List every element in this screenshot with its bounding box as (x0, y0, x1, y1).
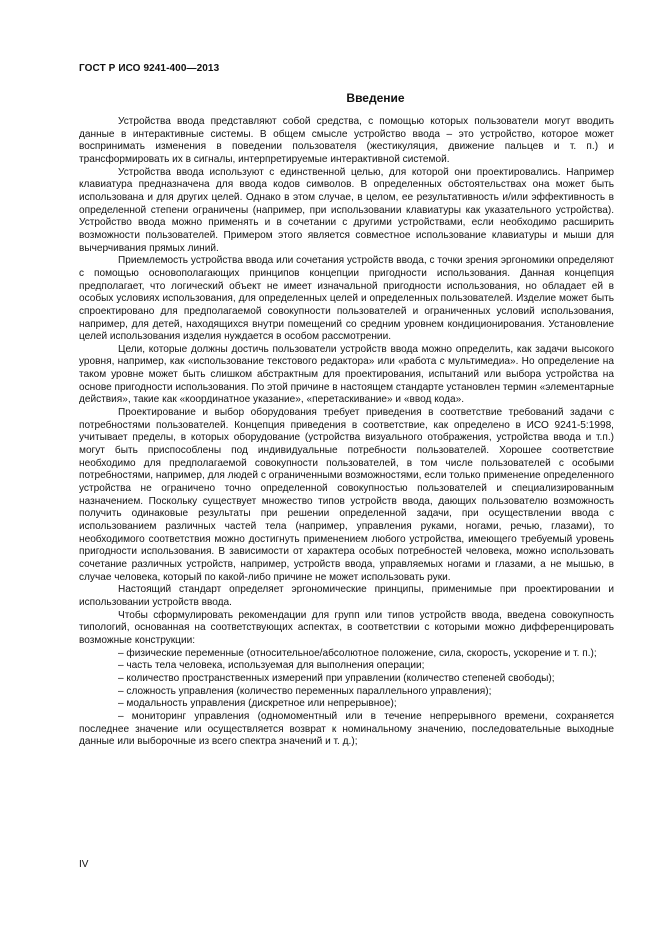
paragraph: Чтобы сформулировать рекомендации для групп или типов устройств ввода, введена совокупность типологий, основанная на соответствующих аспектах, в соответствии с которыми можно дифференцировать возможные конструкции: (79, 609, 614, 646)
paragraph: Настоящий стандарт определяет эргономические принципы, применимые при проектировании и использовании устройств ввода. (79, 584, 614, 608)
paragraph: Устройства ввода представляют собой средства, с помощью которых пользователи могут вводить данные в интерактивные системы. В общем смысле устройство ввода – это устройство, которое может воспринимать изменения в поведении пользователя (жестикуляция, движение пальцев и т. п.) и трансформировать их в сигналы, интерпретируемые интерактивной системой. (79, 116, 614, 165)
section-title: Введение (346, 91, 405, 105)
document-header: ГОСТ Р ИСО 9241-400—2013 (79, 63, 220, 74)
paragraph: Цели, которые должны достичь пользователи устройств ввода можно определить, как задачи высокого уровня, например, как «использование текстового редактора» или «работа с мультимедиа». Но определение на таком уровне может быть слишком абстрактным для проектирования, испытаний или выбора устройства на основе пригодности использования. По этой причине в настоящем стандарте установлен термин «элементарные действия», такие как «координатное указание», «перетаскивание» и «ввод кода». (79, 343, 614, 406)
list-item: – сложность управления (количество переменных параллельного управления); (118, 685, 492, 697)
list-item: – модальность управления (дискретное или непрерывное); (118, 698, 397, 710)
list-item: – часть тела человека, используемая для выполнения операции; (118, 660, 425, 672)
document-body (79, 116, 614, 749)
paragraph: Приемлемость устройства ввода или сочетания устройств ввода, с точки зрения эргономики определяют с помощью основополагающих принципов концепции пригодности использования. Данная концепция предполагает, что логический объект не имеет изначальной пригодности использования, но обладает ей в особых условиях использования, для определенных целей и определенных пользователей. Изделие может быть спроектировано для предполагаемой совокупности пользователей и ограниченных условий использования, например, для детей, находящихся внутри помещений со средним уровнем кондиционирования. Установление целей использования изделия нуждается в особом рассмотрении. (79, 255, 614, 343)
paragraph: Проектирование и выбор оборудования требует приведения в соответствие требований задачи с потребностями пользователей. Концепция приведения в соответствие, как определено в ИСО 9241-5:1998, учитывает пределы, в которых оборудование (устройства визуального отображения, устройства ввода и т.п.) могут быть приспособлены под индивидуальные потребности пользователей. Хорошее соответствие необходимо для предполагаемой совокупности пользователей, в том числе пользователей с особыми потребностями, например, для людей с ограниченными возможностями, если только применение определенного устройства не ограничено точно определенной совокупностью пользователей и специализированным назначением. Поскольку существует множество типов устройств ввода, дающих пользователю возможность получить одинаковые результаты при решении определенной задачи, при осуществлении ввода с использованием различных частей тела (например, управления руками, ногами, речью, глазами), то необходимого соответствия можно достигнуть применением любого устройства, имеющего требуемый уровень пригодности использования. В зависимости от характера особых потребностей человека, можно использовать сочетание различных устройств, например, устройств ввода, управляемых ногами и глазами, а не мышью, в случае человека, который по какой-либо причине не может использовать руки. (79, 407, 614, 583)
list-item: – мониторинг управления (одномоментный или в течение непрерывного времени, сохраняется последнее значение или осуществляется возврат к номинальному значению, последовательные выходные данные или выборочные из всего спектра значений и т. д.); (79, 710, 614, 748)
page-number: IV (79, 859, 89, 870)
paragraph: Устройства ввода используют с единственной целью, для которой они проектировались. Например клавиатура предназначена для ввода кодов символов. В определенных обстоятельствах она может быть использована и для других целей. Однако в этом случае, в целом, ее результативность и/или эффективность в определенной степени ограничены (например, при использовании клавиатуры как указательного устройства). Устройство ввода можно применять и в сочетании с другими устройствами, если необходимо расширить возможности пользователей. Примером этого является совместное использование клавиатуры и мыши для вычерчивания прямых линий. (79, 166, 614, 254)
list-item: – физические переменные (относительное/абсолютное положение, сила, скорость, ускорение и т. п.); (118, 647, 597, 659)
list-item: – количество пространственных измерений при управлении (количество степеней свободы); (118, 672, 555, 684)
